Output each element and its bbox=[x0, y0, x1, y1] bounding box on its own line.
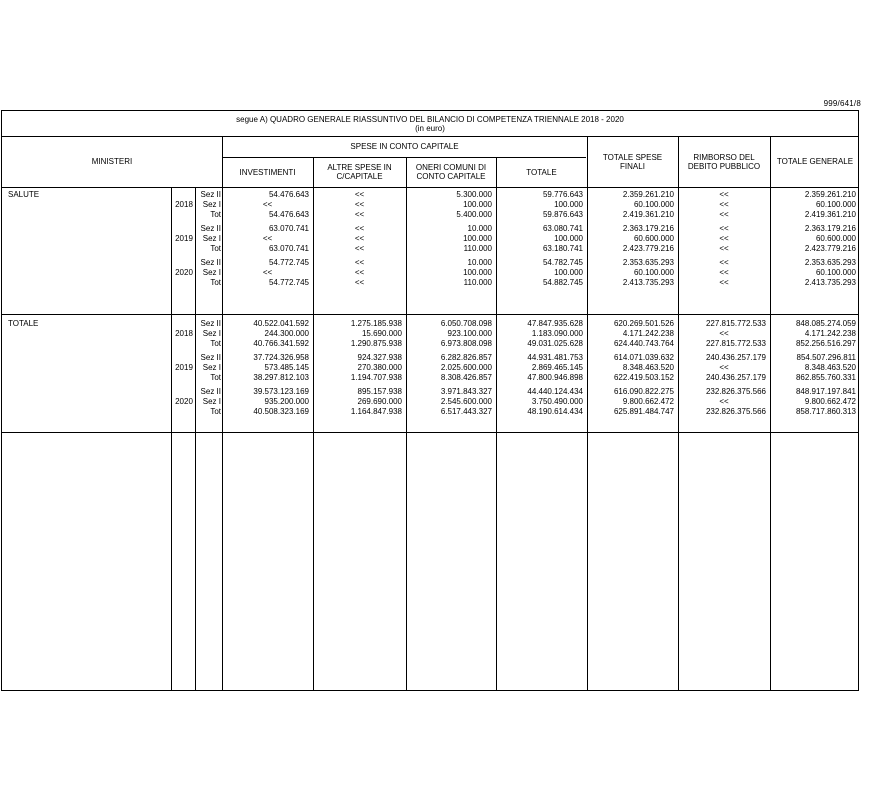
year-label: 2019 bbox=[175, 234, 193, 243]
value-cell: 848.085.274.059 bbox=[795, 319, 856, 328]
null-value-cell: << bbox=[719, 363, 729, 372]
null-value-cell: << bbox=[354, 278, 365, 287]
value-cell: 4.171.242.238 bbox=[804, 329, 856, 338]
value-cell: 100.000 bbox=[463, 268, 492, 277]
null-value-cell: << bbox=[719, 329, 729, 338]
value-cell: 60.100.000 bbox=[815, 268, 856, 277]
table-row bbox=[2, 210, 858, 220]
null-value-cell: << bbox=[354, 268, 365, 277]
table-row bbox=[2, 329, 858, 339]
table-title: segue A) QUADRO GENERALE RIASSUNTIVO DEL BILANCIO DI COMPETENZA TRIENNALE 2018 - 2020 bbox=[236, 115, 624, 124]
value-cell: 60.600.000 bbox=[633, 234, 674, 243]
null-value-cell: << bbox=[354, 224, 365, 233]
value-cell: 1.183.090.000 bbox=[531, 329, 583, 338]
value-cell: 63.070.741 bbox=[268, 224, 309, 233]
null-value-cell: << bbox=[719, 244, 729, 253]
table-row bbox=[2, 190, 858, 200]
value-cell: 44.440.124.434 bbox=[527, 387, 583, 396]
section-label: Sez II bbox=[200, 224, 221, 233]
null-value-cell: << bbox=[719, 278, 729, 287]
value-cell: 10.000 bbox=[467, 258, 492, 267]
value-cell: 60.100.000 bbox=[633, 268, 674, 277]
null-value-cell: << bbox=[354, 200, 365, 209]
section-label: Sez I bbox=[202, 329, 221, 338]
value-cell: 232.826.375.566 bbox=[705, 387, 766, 396]
null-value-cell: << bbox=[354, 244, 365, 253]
value-cell: 2.869.465.145 bbox=[531, 363, 583, 372]
value-cell: 59.776.643 bbox=[542, 190, 583, 199]
value-cell: 100.000 bbox=[554, 234, 583, 243]
section-label: Sez I bbox=[202, 200, 221, 209]
value-cell: 227.815.772.533 bbox=[705, 339, 766, 348]
value-cell: 616.090.822.275 bbox=[613, 387, 674, 396]
null-value-cell: << bbox=[719, 210, 729, 219]
section-label: Tot bbox=[210, 373, 221, 382]
value-cell: 6.050.708.098 bbox=[440, 319, 492, 328]
null-value-cell: << bbox=[719, 200, 729, 209]
value-cell: 60.100.000 bbox=[633, 200, 674, 209]
value-cell: 895.157.938 bbox=[357, 387, 402, 396]
value-cell: 37.724.326.958 bbox=[253, 353, 309, 362]
year-label: 2018 bbox=[175, 329, 193, 338]
summary-table bbox=[1, 110, 859, 691]
value-cell: 2.025.600.000 bbox=[440, 363, 492, 372]
value-cell: 48.190.614.434 bbox=[527, 407, 583, 416]
value-cell: 54.772.745 bbox=[268, 278, 309, 287]
value-cell: 100.000 bbox=[554, 200, 583, 209]
value-cell: 39.573.123.169 bbox=[253, 387, 309, 396]
value-cell: 110.000 bbox=[463, 244, 492, 253]
value-cell: 63.070.741 bbox=[268, 244, 309, 253]
section-label: Sez II bbox=[200, 387, 221, 396]
section-label: Sez I bbox=[202, 268, 221, 277]
ministry-name: SALUTE bbox=[8, 190, 40, 199]
null-value-cell: << bbox=[354, 190, 365, 199]
header-totale: TOTALE bbox=[526, 167, 557, 177]
null-value-cell: << bbox=[719, 190, 729, 199]
value-cell: 2.363.179.216 bbox=[622, 224, 674, 233]
value-cell: 2.413.735.293 bbox=[804, 278, 856, 287]
value-cell: 862.855.760.331 bbox=[795, 373, 856, 382]
value-cell: 620.269.501.526 bbox=[613, 319, 674, 328]
value-cell: 625.891.484.747 bbox=[613, 407, 674, 416]
value-cell: 6.517.443.327 bbox=[440, 407, 492, 416]
value-cell: 54.476.643 bbox=[268, 210, 309, 219]
ministry-name: TOTALE bbox=[8, 319, 39, 328]
divider bbox=[2, 432, 858, 433]
value-cell: 100.000 bbox=[463, 200, 492, 209]
value-cell: 2.413.735.293 bbox=[622, 278, 674, 287]
value-cell: 40.766.341.592 bbox=[253, 339, 309, 348]
value-cell: 100.000 bbox=[463, 234, 492, 243]
value-cell: 244.300.000 bbox=[264, 329, 309, 338]
value-cell: 240.436.257.179 bbox=[705, 373, 766, 382]
value-cell: 47.847.935.628 bbox=[527, 319, 583, 328]
value-cell: 47.800.946.898 bbox=[527, 373, 583, 382]
section-label: Sez II bbox=[200, 258, 221, 267]
value-cell: 232.826.375.566 bbox=[705, 407, 766, 416]
null-value-cell: << bbox=[719, 224, 729, 233]
value-cell: 2.363.179.216 bbox=[804, 224, 856, 233]
value-cell: 624.440.743.764 bbox=[613, 339, 674, 348]
value-cell: 8.348.463.520 bbox=[622, 363, 674, 372]
null-value-cell: << bbox=[262, 234, 273, 243]
header-totale-generale: TOTALE GENERALE bbox=[776, 157, 854, 166]
section-label: Tot bbox=[210, 339, 221, 348]
value-cell: 1.194.707.938 bbox=[350, 373, 402, 382]
value-cell: 622.419.503.152 bbox=[613, 373, 674, 382]
header-spese-conto-capitale: SPESE IN CONTO CAPITALE bbox=[350, 142, 459, 151]
header-totale-spese-finali: TOTALE SPESE FINALI bbox=[602, 152, 663, 171]
year-label: 2019 bbox=[175, 363, 193, 372]
value-cell: 40.522.041.592 bbox=[253, 319, 309, 328]
table-row bbox=[2, 258, 858, 268]
value-cell: 848.917.197.841 bbox=[795, 387, 856, 396]
value-cell: 60.600.000 bbox=[815, 234, 856, 243]
value-cell: 9.800.662.472 bbox=[622, 397, 674, 406]
table-row bbox=[2, 200, 858, 210]
section-label: Tot bbox=[210, 210, 221, 219]
value-cell: 54.772.745 bbox=[268, 258, 309, 267]
section-label: Tot bbox=[210, 407, 221, 416]
value-cell: 63.180.741 bbox=[542, 244, 583, 253]
null-value-cell: << bbox=[719, 268, 729, 277]
null-value-cell: << bbox=[719, 234, 729, 243]
value-cell: 110.000 bbox=[463, 278, 492, 287]
value-cell: 240.436.257.179 bbox=[705, 353, 766, 362]
value-cell: 100.000 bbox=[554, 268, 583, 277]
value-cell: 1.164.847.938 bbox=[350, 407, 402, 416]
value-cell: 5.400.000 bbox=[456, 210, 492, 219]
value-cell: 269.690.000 bbox=[357, 397, 402, 406]
table-row bbox=[2, 387, 858, 397]
value-cell: 3.750.490.000 bbox=[531, 397, 583, 406]
value-cell: 227.815.772.533 bbox=[705, 319, 766, 328]
value-cell: 2.353.635.293 bbox=[622, 258, 674, 267]
table-row bbox=[2, 363, 858, 373]
value-cell: 59.876.643 bbox=[542, 210, 583, 219]
value-cell: 40.508.323.169 bbox=[253, 407, 309, 416]
value-cell: 9.800.662.472 bbox=[804, 397, 856, 406]
table-row bbox=[2, 319, 858, 329]
value-cell: 2.359.261.210 bbox=[622, 190, 674, 199]
header-oneri-comuni: ONERI COMUNI DI CONTO CAPITALE bbox=[415, 163, 487, 181]
table-row bbox=[2, 278, 858, 288]
value-cell: 38.297.812.103 bbox=[253, 373, 309, 382]
section-label: Tot bbox=[210, 244, 221, 253]
table-subtitle: (in euro) bbox=[415, 124, 445, 133]
value-cell: 44.931.481.753 bbox=[527, 353, 583, 362]
divider bbox=[2, 187, 858, 188]
value-cell: 54.882.745 bbox=[542, 278, 583, 287]
year-label: 2018 bbox=[175, 200, 193, 209]
value-cell: 54.782.745 bbox=[542, 258, 583, 267]
value-cell: 49.031.025.628 bbox=[527, 339, 583, 348]
document-code: 999/641/8 bbox=[823, 99, 861, 108]
header-ministeri: MINISTERI bbox=[91, 157, 133, 166]
section-label: Sez I bbox=[202, 397, 221, 406]
value-cell: 63.080.741 bbox=[542, 224, 583, 233]
null-value-cell: << bbox=[354, 258, 365, 267]
value-cell: 6.973.808.098 bbox=[440, 339, 492, 348]
header-altre-spese: ALTRE SPESE IN C/CAPITALE bbox=[327, 163, 392, 181]
header-investimenti: INVESTIMENTI bbox=[239, 167, 296, 177]
value-cell: 1.275.185.938 bbox=[350, 319, 402, 328]
value-cell: 60.100.000 bbox=[815, 200, 856, 209]
table-row bbox=[2, 407, 858, 417]
null-value-cell: << bbox=[719, 397, 729, 406]
value-cell: 573.485.145 bbox=[264, 363, 309, 372]
section-label: Sez I bbox=[202, 234, 221, 243]
value-cell: 8.348.463.520 bbox=[804, 363, 856, 372]
table-row bbox=[2, 397, 858, 407]
null-value-cell: << bbox=[354, 234, 365, 243]
table-row bbox=[2, 353, 858, 363]
table-row bbox=[2, 339, 858, 349]
value-cell: 2.359.261.210 bbox=[804, 190, 856, 199]
value-cell: 923.100.000 bbox=[447, 329, 492, 338]
value-cell: 6.282.826.857 bbox=[440, 353, 492, 362]
value-cell: 2.423.779.216 bbox=[804, 244, 856, 253]
value-cell: 270.380.000 bbox=[357, 363, 402, 372]
table-row bbox=[2, 268, 858, 278]
section-label: Sez II bbox=[200, 353, 221, 362]
table-row bbox=[2, 244, 858, 254]
value-cell: 2.423.779.216 bbox=[622, 244, 674, 253]
null-value-cell: << bbox=[262, 268, 273, 277]
table-row bbox=[2, 373, 858, 383]
value-cell: 614.071.039.632 bbox=[613, 353, 674, 362]
section-label: Sez II bbox=[200, 319, 221, 328]
value-cell: 935.200.000 bbox=[264, 397, 309, 406]
value-cell: 3.971.843.327 bbox=[440, 387, 492, 396]
value-cell: 2.419.361.210 bbox=[804, 210, 856, 219]
value-cell: 1.290.875.938 bbox=[350, 339, 402, 348]
value-cell: 2.353.635.293 bbox=[804, 258, 856, 267]
table-row bbox=[2, 234, 858, 244]
divider bbox=[2, 314, 858, 315]
section-label: Sez I bbox=[202, 363, 221, 372]
year-label: 2020 bbox=[175, 397, 193, 406]
value-cell: 2.419.361.210 bbox=[622, 210, 674, 219]
value-cell: 4.171.242.238 bbox=[622, 329, 674, 338]
section-label: Tot bbox=[210, 278, 221, 287]
value-cell: 2.545.600.000 bbox=[440, 397, 492, 406]
table-row bbox=[2, 224, 858, 234]
value-cell: 8.308.426.857 bbox=[440, 373, 492, 382]
value-cell: 5.300.000 bbox=[456, 190, 492, 199]
null-value-cell: << bbox=[262, 200, 273, 209]
null-value-cell: << bbox=[354, 210, 365, 219]
header-rimborso-debito: RIMBORSO DEL DEBITO PUBBLICO bbox=[687, 152, 761, 171]
null-value-cell: << bbox=[719, 258, 729, 267]
value-cell: 54.476.643 bbox=[268, 190, 309, 199]
value-cell: 10.000 bbox=[467, 224, 492, 233]
value-cell: 854.507.296.811 bbox=[796, 353, 856, 362]
section-label: Sez II bbox=[200, 190, 221, 199]
year-label: 2020 bbox=[175, 268, 193, 277]
value-cell: 858.717.860.313 bbox=[795, 407, 856, 416]
table-title-block bbox=[2, 115, 858, 133]
value-cell: 15.690.000 bbox=[361, 329, 402, 338]
value-cell: 852.256.516.297 bbox=[795, 339, 856, 348]
value-cell: 924.327.938 bbox=[357, 353, 402, 362]
